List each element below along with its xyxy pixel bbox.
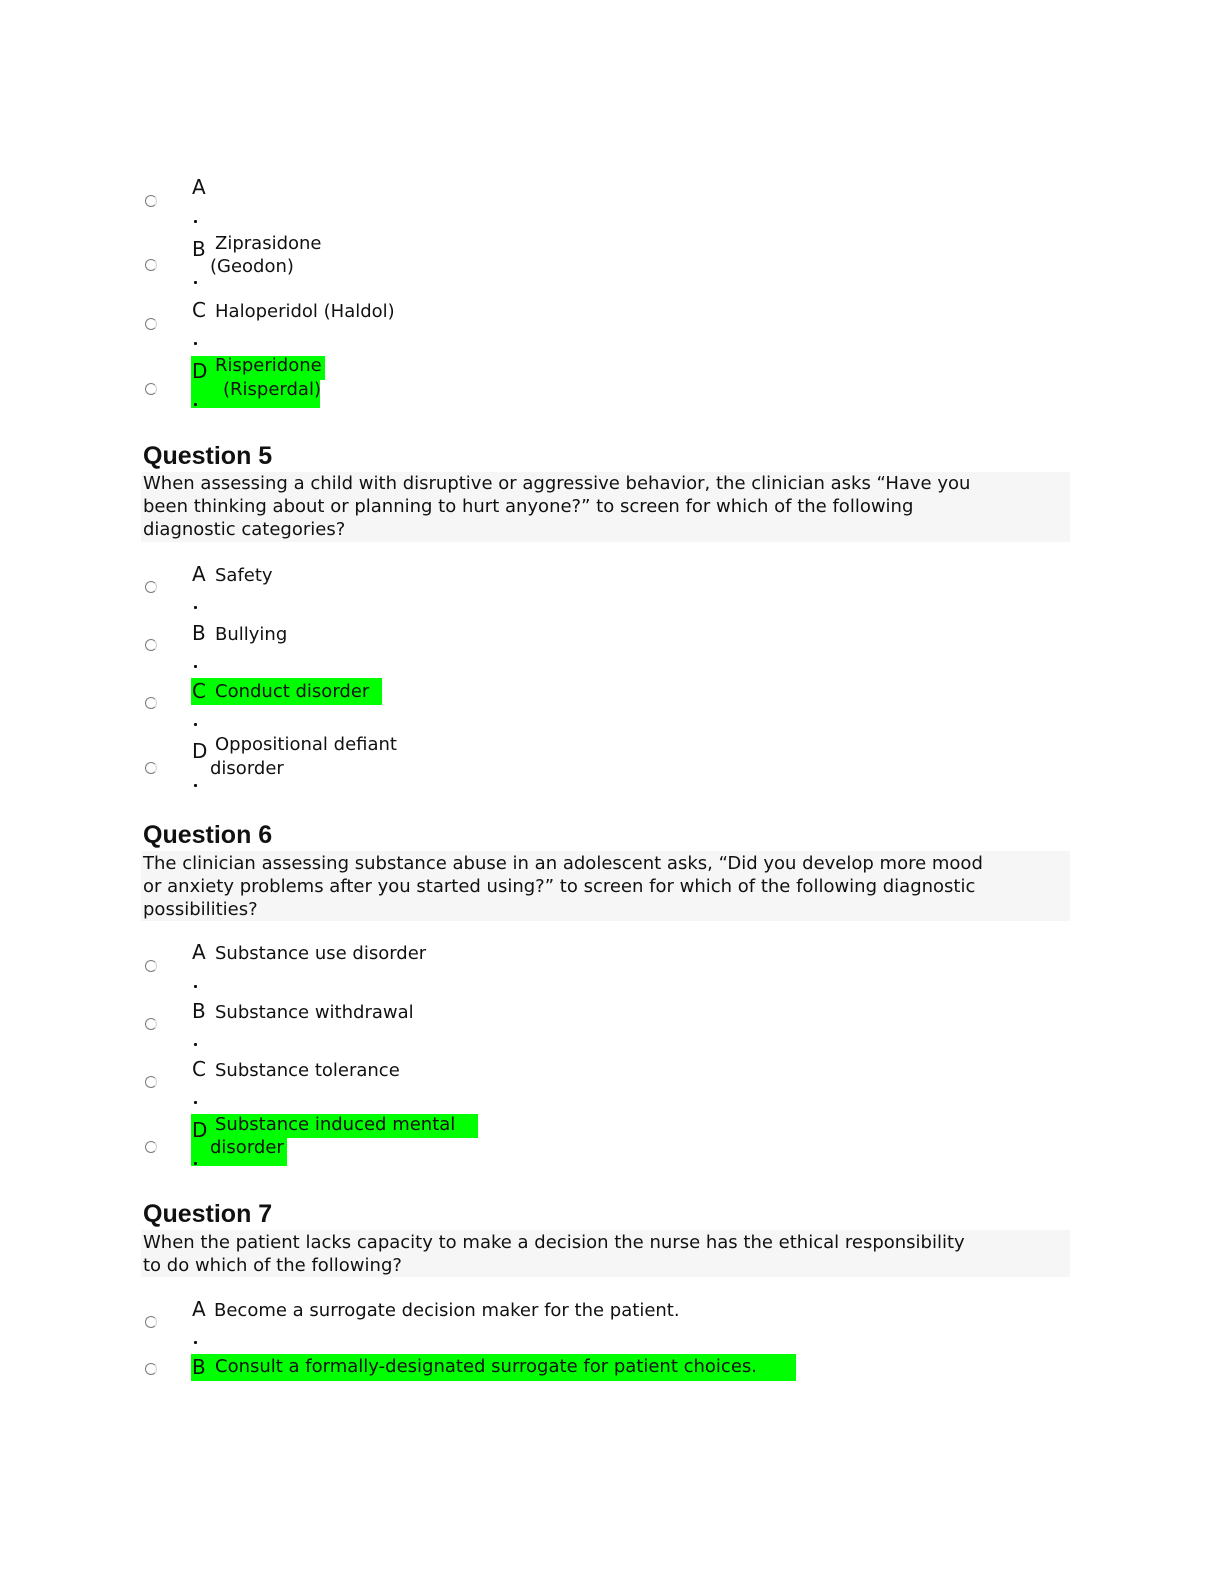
question-5-title: Question 5: [143, 442, 273, 470]
q6-option-b-text: Substance withdrawal: [215, 1002, 414, 1023]
question-7-text-line-2: to do which of the following?: [143, 1255, 402, 1276]
q6-option-c-text: Substance tolerance: [215, 1060, 400, 1081]
question-7-text-line-1: When the patient lacks capacity to make a decision the nurse has the ethical responsibility: [143, 1232, 965, 1253]
q5-option-b-letter: B: [192, 621, 206, 645]
q4-option-c-text: Haloperidol (Haldol): [215, 301, 395, 322]
q5-option-d-text: Oppositional defiant: [215, 734, 397, 755]
question-5-text-line-2: been thinking about or planning to hurt anyone?” to screen for which of the following: [143, 496, 914, 517]
q6-option-c-letter: C: [192, 1057, 206, 1081]
q6-option-d-text: Substance induced mental: [215, 1114, 456, 1135]
q6-option-a-letter: A: [192, 940, 206, 964]
q6-option-c-radio[interactable]: [145, 1076, 157, 1088]
q4-option-d-text: Risperidone: [215, 355, 322, 376]
q6-option-b-radio[interactable]: [145, 1018, 157, 1030]
q6-option-a-text: Substance use disorder: [215, 943, 427, 964]
q5-option-a-radio[interactable]: [145, 581, 157, 593]
question-6-title: Question 6: [143, 821, 273, 849]
q6-option-b-letter: B: [192, 999, 206, 1023]
q5-option-c-letter: C: [192, 679, 206, 703]
q4-option-c-letter: C: [192, 298, 206, 322]
q5-option-c-dot: [194, 723, 197, 726]
q4-option-b-text: Ziprasidone: [215, 233, 322, 254]
q7-option-b-letter: B: [192, 1355, 206, 1379]
q7-option-b-radio[interactable]: [145, 1363, 157, 1375]
q7-option-a-radio[interactable]: [145, 1316, 157, 1328]
question-5-text-line-3: diagnostic categories?: [143, 519, 346, 540]
q4-option-a-radio[interactable]: [145, 195, 157, 207]
q7-option-a-letter: A: [192, 1297, 206, 1321]
question-6-text-line-3: possibilities?: [143, 899, 258, 920]
q6-option-d-dot: [194, 1162, 197, 1165]
q4-option-a-dot: [194, 220, 197, 223]
q4-option-d-radio[interactable]: [145, 383, 157, 395]
q5-option-d-text-2: disorder: [210, 758, 284, 779]
q5-option-b-dot: [194, 665, 197, 668]
q5-option-b-text: Bullying: [215, 624, 288, 645]
q6-option-c-dot: [194, 1101, 197, 1104]
q5-option-a-letter: A: [192, 562, 206, 586]
q5-option-b-radio[interactable]: [145, 639, 157, 651]
q7-option-b-text: Consult a formally-designated surrogate for patient choices.: [215, 1356, 757, 1377]
q6-option-a-dot: [194, 985, 197, 988]
q4-option-b-text-2: (Geodon): [210, 256, 294, 277]
q6-option-b-dot: [194, 1043, 197, 1046]
q5-option-d-radio[interactable]: [145, 762, 157, 774]
question-6-text-line-2: or anxiety problems after you started using?” to screen for which of the following diagnostic: [143, 876, 976, 897]
q6-option-d-radio[interactable]: [145, 1141, 157, 1153]
q4-option-b-radio[interactable]: [145, 259, 157, 271]
q7-option-a-dot: [194, 1341, 197, 1344]
q4-option-d-letter: D: [192, 359, 208, 383]
q5-option-c-radio[interactable]: [145, 697, 157, 709]
q4-option-b-dot: [194, 281, 197, 284]
q4-option-c-radio[interactable]: [145, 318, 157, 330]
q6-option-d-text-2: disorder: [210, 1137, 284, 1158]
q4-option-a-letter: A: [192, 175, 206, 199]
question-6-text-line-1: The clinician assessing substance abuse in an adolescent asks, “Did you develop more mood: [143, 853, 983, 874]
q7-option-a-text: Become a surrogate decision maker for the patient.: [214, 1300, 680, 1321]
question-7-title: Question 7: [143, 1200, 273, 1228]
q5-option-a-text: Safety: [215, 565, 273, 586]
q4-option-b-letter: B: [192, 237, 206, 261]
q6-option-a-radio[interactable]: [145, 960, 157, 972]
q5-option-d-letter: D: [192, 739, 208, 763]
q6-option-d-letter: D: [192, 1118, 208, 1142]
q5-option-c-text: Conduct disorder: [215, 681, 370, 702]
q4-option-c-dot: [194, 342, 197, 345]
question-5-text-line-1: When assessing a child with disruptive or aggressive behavior, the clinician asks “Have you: [143, 473, 971, 494]
q4-option-d-dot: [194, 403, 197, 406]
q4-option-d-text-2: (Risperdal): [223, 379, 321, 400]
q5-option-d-dot: [194, 784, 197, 787]
q5-option-a-dot: [194, 606, 197, 609]
